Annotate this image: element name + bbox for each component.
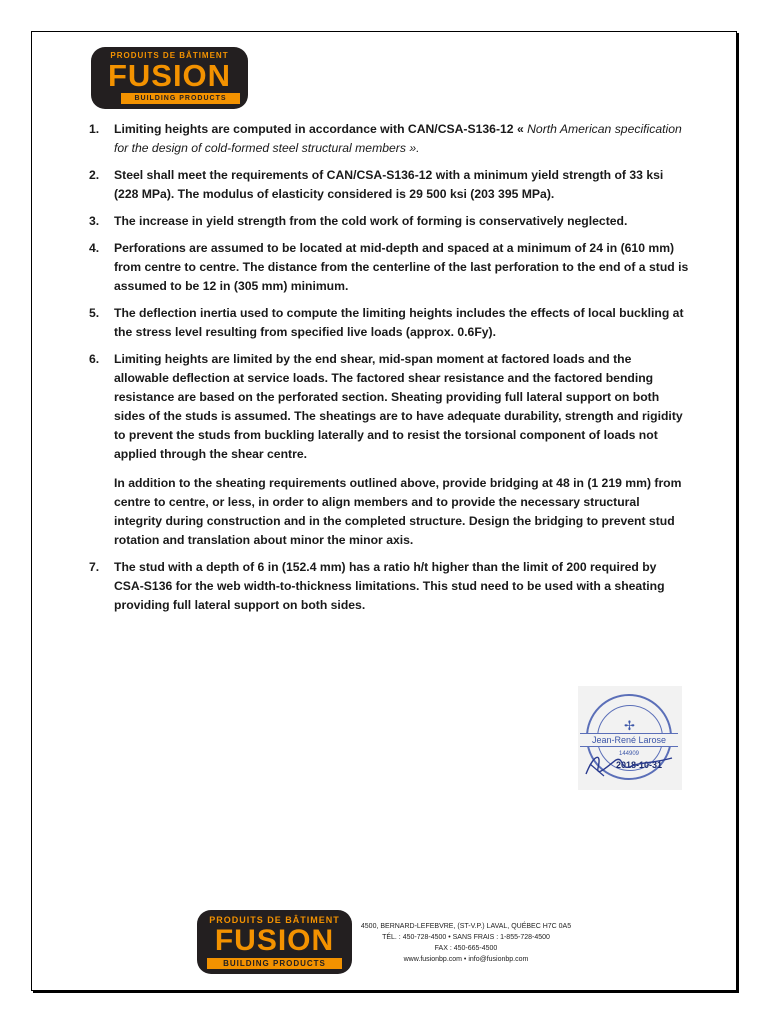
note-number: 3. [89, 214, 100, 228]
note-tail: ». [405, 141, 420, 155]
footer-address: 4500, BERNARD-LEFEBVRE, (ST-V.P.) LAVAL, QUÉBEC H7C 0A5 [360, 923, 572, 930]
footer-logo-bottom-text: BUILDING PRODUCTS [207, 958, 342, 969]
note-text: The stud with a depth of 6 in (152.4 mm) has a ratio h/t higher than the limit of 200 required by CSA-S136 for the web width-to-thickness limitations. This stud need to be used with a sheating providing full lateral support on both sides. [114, 560, 665, 612]
note-number: 4. [89, 241, 100, 255]
seal-date: 2018-10-31 [616, 760, 663, 770]
footer-logo-top-text: PRODUITS DE BÂTIMENT [209, 915, 340, 925]
note-text: Steel shall meet the requirements of CAN/CSA-S136-12 with a minimum yield strength of 33 ksi (228 MPa). The modulus of elasticity considered is 29 500 ksi (203 395 MPa). [114, 168, 664, 201]
note-text: The deflection inertia used to compute the limiting heights includes the effects of local buckling at the stress level resulting from specified live loads (approx. 0.6Fy). [114, 306, 684, 339]
cross-icon: ✢ [624, 718, 635, 733]
note-extra-paragraph: In addition to the sheating requirements outlined above, provide bridging at 48 in (1 219 mm) from centre to centre, or less, in order to align members and to provide the necessary structural integrity during construction and in the completed structure. Design the bridging to prevent stud rotation and translation about minor the minor axis. [114, 476, 682, 547]
footer-web: www.fusionbp.com • info@fusionbp.com [403, 956, 529, 963]
note-item [89, 120, 689, 158]
signature-icon [580, 744, 680, 784]
note-italic-title: North American specification for the design of cold-formed steel structural members [114, 122, 682, 155]
footer-phones: TÉL. : 450-728-4500 • SANS FRAIS : 1-855-728-4500 [382, 934, 550, 941]
note-item [89, 166, 689, 204]
note-text: Limiting heights are computed in accordance with CAN/CSA-S136-12 « [114, 122, 528, 136]
note-number: 7. [89, 560, 100, 574]
footer-contact [356, 921, 576, 965]
footer-logo-main-text: FUSION [214, 924, 335, 957]
note-item [89, 350, 689, 550]
note-number: 1. [89, 122, 100, 136]
note-text: Limiting heights are limited by the end shear, mid-span moment at factored loads and the allowable deflection at service loads. The factored shear resistance and the factored bending resistance are based on the perforated section. Sheating providing full lateral support on both sides of the studs is assumed. The sheatings are to have adequate durability, strength and rigidity to prevent the studs from buckling laterally and to resist the torsional component of loads not applied through the shear centre. [114, 352, 683, 461]
seal-number: 144909 [618, 751, 640, 757]
seal-name: Jean-René Larose [580, 733, 678, 747]
note-item [89, 558, 689, 615]
note-number: 6. [89, 352, 100, 366]
note-text: The increase in yield strength from the cold work of forming is conservatively neglected. [114, 214, 628, 228]
logo-bottom-text: BUILDING PRODUCTS [121, 93, 240, 104]
note-item [89, 239, 689, 296]
note-text: Perforations are assumed to be located at mid-depth and spaced at a minimum of 24 in (610 mm) from centre to centre. The distance from the centerline of the last perforation to the end of a stud is assumed to be 12 in (305 mm) minimum. [114, 241, 689, 293]
note-number: 2. [89, 168, 100, 182]
footer-fusion-logo [197, 910, 352, 974]
fusion-logo [91, 47, 248, 109]
logo-main-text: FUSION [107, 58, 232, 93]
note-item [89, 304, 689, 342]
logo-top-text: PRODUITS DE BÂTIMENT [110, 51, 229, 60]
note-number: 5. [89, 306, 100, 320]
footer-fax: FAX : 450-665-4500 [434, 945, 498, 952]
note-item [89, 212, 689, 231]
engineer-seal [578, 686, 682, 790]
notes-list [89, 120, 689, 623]
